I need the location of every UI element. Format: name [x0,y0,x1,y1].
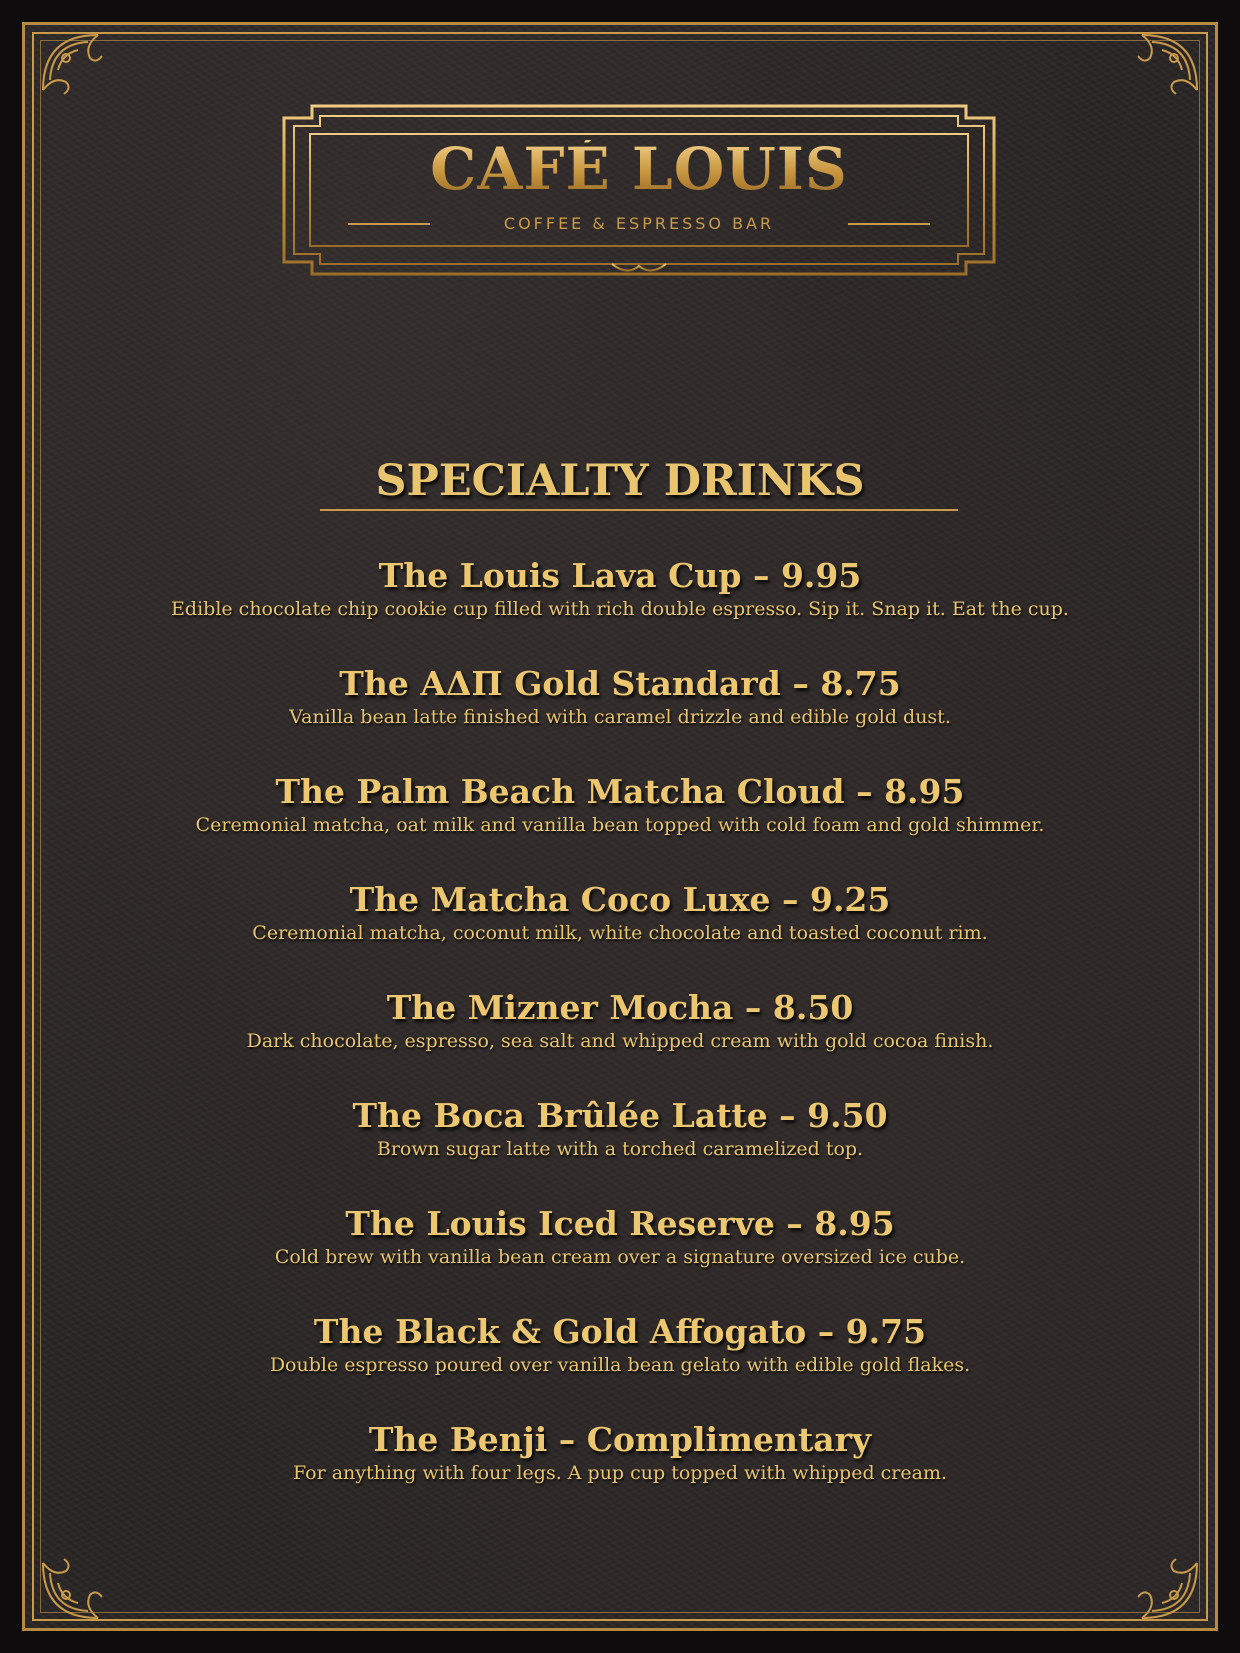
drink-item [60,1096,1180,1204]
drink-item [60,1420,1180,1528]
drink-description: Dark chocolate, espresso, sea salt and whipped cream with gold cocoa finish. [246,1030,994,1052]
drink-title: The Matcha Coco Luxe – 9.25 [349,880,891,919]
drink-description: Vanilla bean latte finished with caramel drizzle and edible gold dust. [289,706,951,728]
drink-item [60,988,1180,1096]
drink-description: Double espresso poured over vanilla bean gelato with edible gold flakes. [269,1354,971,1376]
drink-description: For anything with four legs. A pup cup topped with whipped cream. [292,1462,948,1484]
drink-description: Edible chocolate chip cookie cup filled with rich double espresso. Sip it. Snap it. Eat the cup. [171,598,1069,620]
drink-title: The Black & Gold Affogato – 9.75 [313,1312,927,1351]
drink-item [60,1312,1180,1420]
drink-title: The Palm Beach Matcha Cloud – 8.95 [275,772,965,811]
corner-flourish-icon [38,1523,138,1623]
corner-flourish-icon [1102,1523,1202,1623]
drink-item [60,556,1180,664]
brand-name: CAFÉ LOUIS [282,140,996,198]
drink-description: Ceremonial matcha, oat milk and vanilla bean topped with cold foam and gold shimmer. [195,814,1045,836]
drink-item [60,1204,1180,1312]
corner-flourish-icon [38,30,138,130]
drink-list [60,556,1180,1528]
drink-item [60,772,1180,880]
drink-title: The Louis Iced Reserve – 8.95 [345,1204,895,1243]
drink-description: Ceremonial matcha, coconut milk, white chocolate and toasted coconut rim. [252,922,988,944]
drink-description: Cold brew with vanilla bean cream over a signature oversized ice cube. [274,1246,966,1268]
section-title: SPECIALTY DRINKS [375,456,865,506]
drink-title: The Louis Lava Cup – 9.95 [378,556,862,595]
drink-item [60,880,1180,988]
drink-item [60,664,1180,772]
drink-title: The Mizner Mocha – 8.50 [386,988,854,1027]
brand-logo [282,104,996,276]
drink-description: Brown sugar latte with a torched caramelized top. [376,1138,864,1160]
corner-flourish-icon [1102,30,1202,130]
drink-title: The Boca Brûlée Latte – 9.50 [352,1096,888,1135]
section-divider [320,509,958,511]
drink-title: The ΑΔΠ Gold Standard – 8.75 [339,664,901,703]
brand-tagline: COFFEE & ESPRESSO BAR [503,214,775,233]
drink-title: The Benji – Complimentary [368,1420,872,1459]
